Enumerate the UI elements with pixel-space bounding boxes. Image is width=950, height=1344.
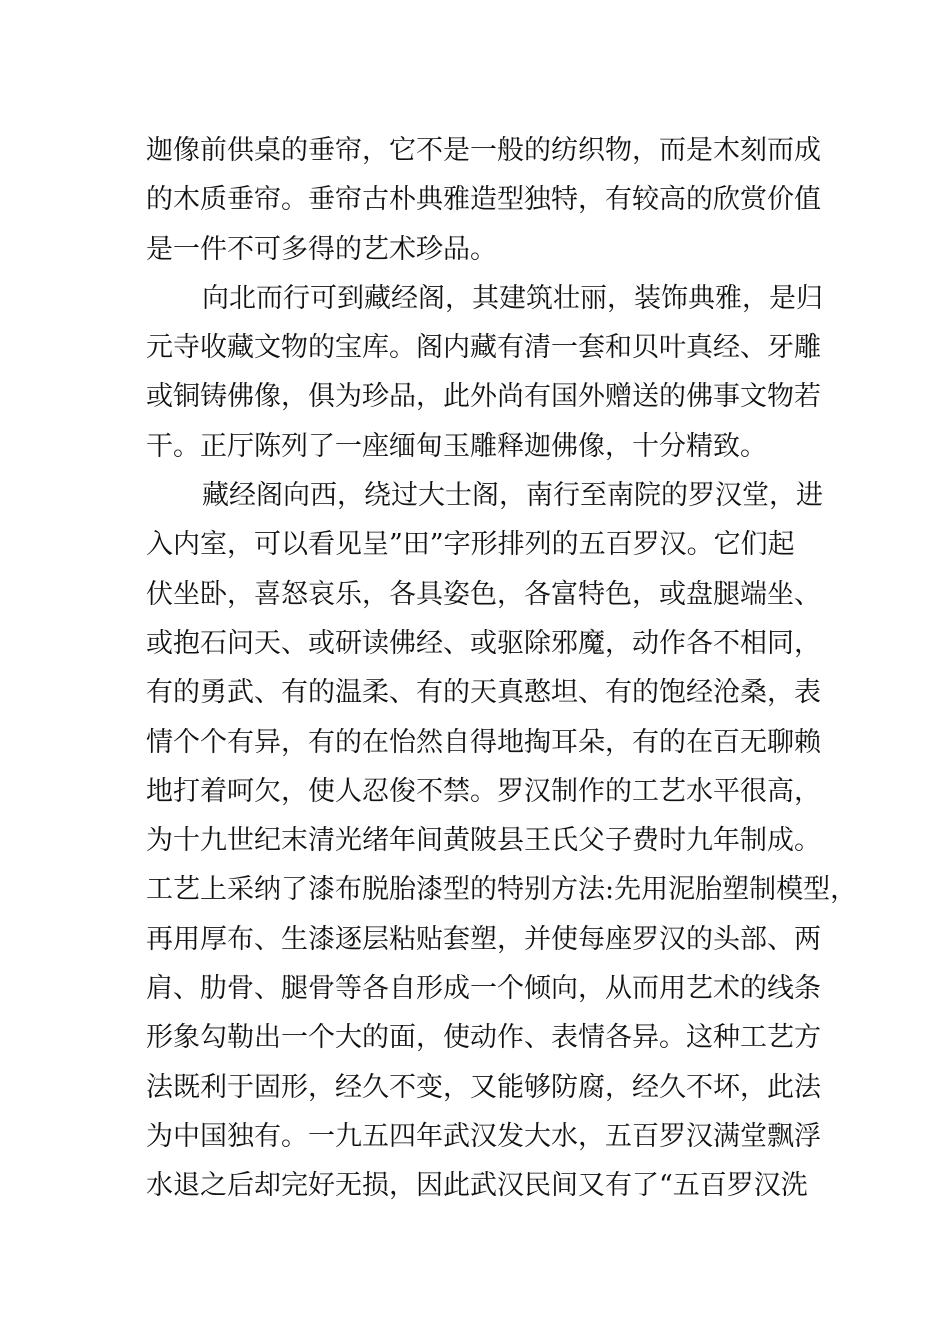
text-line: 干。正厅陈列了一座缅甸玉雕释迦佛像，十分精致。 [146,430,767,462]
text-line: 肩、肋骨、腿骨等各自形成一个倾向，从而用艺术的线条 [146,973,821,1005]
text-line: 再用厚布、生漆逐层粘贴套塑，并使每座罗汉的头部、两 [146,923,821,955]
text-line: 地打着呵欠，使人忍俊不禁。罗汉制作的工艺水平很高， [146,775,821,807]
text-line: 迦像前供桌的垂帘，它不是一般的纺织物，而是木刻而成 [146,135,821,166]
text-line: 的木质垂帘。垂帘古朴典雅造型独特，有较高的欣赏价值 [146,184,821,216]
text-line: 是一件不可多得的艺术珍品。 [146,233,497,265]
text-line: 工艺上采纳了漆布脱胎漆型的特别方法:先用泥胎塑制模型， [146,874,858,906]
text-line: 元寺收藏文物的宝库。阁内藏有清一套和贝叶真经、牙雕 [146,332,821,364]
paragraph-start-line: 向北而行可到藏经阁，其建筑壮丽，装饰典雅，是归 [202,282,823,314]
text-line: 法既利于固形，经久不变，又能够防腐，经久不坏，此法 [146,1071,821,1103]
paragraph-start-line: 藏经阁向西，绕过大士阁，南行至南院的罗汉堂，进 [202,480,823,512]
text-line: 为中国独有。一九五四年武汉发大水，五百罗汉满堂飘浮 [146,1120,821,1152]
text-line: 为十九世纪末清光绪年间黄陂县王氏父子费时九年制成。 [146,825,821,857]
text-line: 有的勇武、有的温柔、有的天真憨坦、有的饱经沧桑，表 [146,677,821,709]
text-line: 情个个有异，有的在怡然自得地掏耳朵，有的在百无聊赖 [146,726,821,758]
text-line: 水退之后却完好无损，因此武汉民间又有了“五百罗汉洗 [146,1170,808,1202]
text-line: 或抱石问天、或研读佛经、或驱除邪魔，动作各不相同， [146,627,821,659]
text-line: 或铜铸佛像，俱为珍品，此外尚有国外赠送的佛事文物若 [146,381,821,413]
text-line: 形象勾勒出一个大的面，使动作、表情各异。这种工艺方 [146,1022,821,1054]
text-line: 伏坐卧，喜怒哀乐，各具姿色，各富特色，或盘腿端坐、 [146,578,821,610]
body-text [146,126,858,1211]
text-line: 入内室，可以看见呈”田”字形排列的五百罗汉。它们起 [146,529,795,561]
